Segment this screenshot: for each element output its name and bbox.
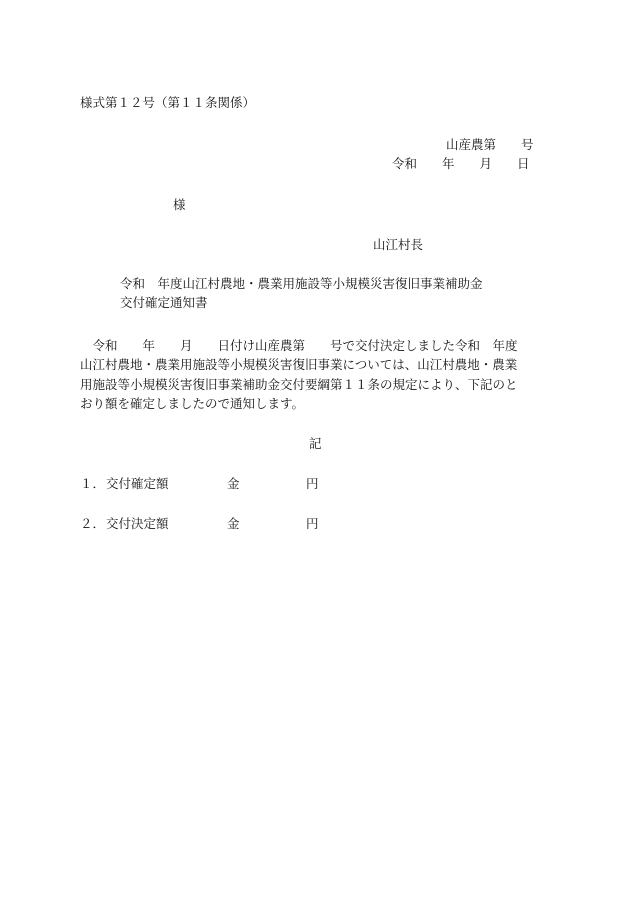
item-label: 交付確定額 bbox=[106, 476, 169, 491]
ki-heading: 記 bbox=[309, 436, 322, 451]
item-kin: 金 bbox=[227, 516, 240, 531]
item-number: １． bbox=[80, 476, 106, 491]
item-yen: 円 bbox=[306, 476, 319, 491]
item-number: ２． bbox=[80, 516, 106, 531]
item-kin: 金 bbox=[227, 476, 240, 491]
document-date: 令和 年 月 日 bbox=[392, 156, 530, 171]
addressee: 様 bbox=[173, 197, 186, 212]
item-yen: 円 bbox=[306, 516, 319, 531]
body-line: 令和 年 月 日付け山産農第 号で交付決定しました令和 年度 bbox=[80, 338, 518, 353]
subject-line-2: 交付確定通知書 bbox=[120, 295, 208, 310]
body-line: おり額を確定しましたので通知します。 bbox=[80, 396, 305, 412]
form-number: 様式第１２号（第１１条関係） bbox=[80, 95, 256, 110]
body-line: 用施設等小規模災害復旧事業補助金交付要綱第１１条の規定により、下記のと bbox=[80, 376, 518, 392]
item-label: 交付決定額 bbox=[106, 516, 169, 531]
notification-body bbox=[80, 336, 552, 414]
document-number: 山産農第 号 bbox=[446, 137, 534, 152]
body-line: 山江村農地・農業用施設等小規模災害復旧事業については、山江村農地・農業 bbox=[80, 357, 518, 373]
sender: 山江村長 bbox=[373, 237, 424, 252]
subject-line-1: 令和 年度山江村農地・農業用施設等小規模災害復旧事業補助金 bbox=[120, 276, 483, 291]
